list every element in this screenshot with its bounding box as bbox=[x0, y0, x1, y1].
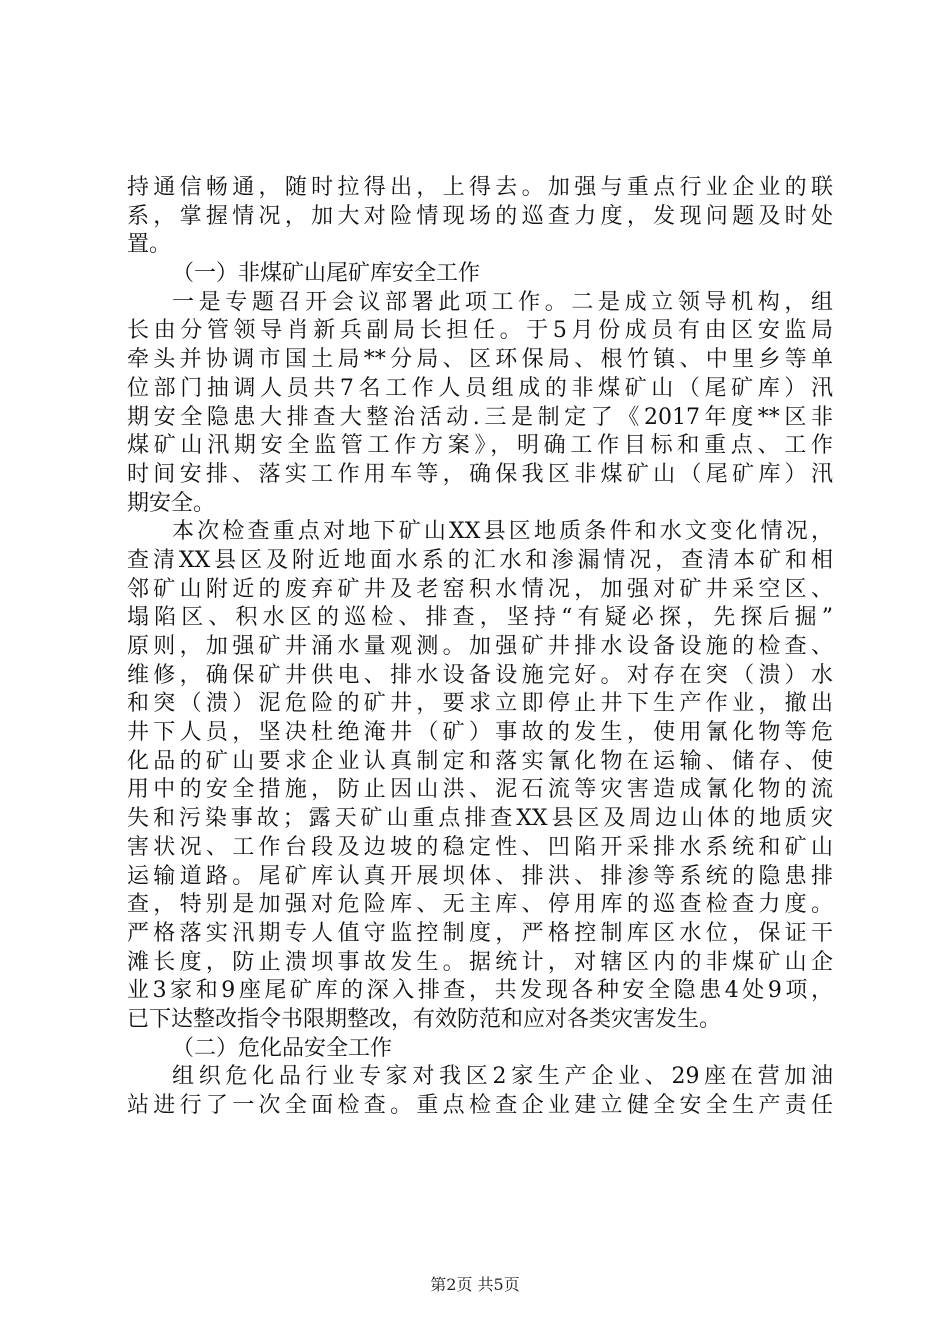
text-line: 用中的安全措施，防止因山洪、泥石流等灾害造成氰化物的流 bbox=[127, 777, 833, 803]
text-line: 滩长度，防止溃坝事故发生。据统计，对辖区内的非煤矿山企 bbox=[127, 949, 833, 975]
text-line: 长由分管领导肖新兵副局长担任。于5月份成员有由区安监局 bbox=[127, 318, 833, 344]
text-line: 一是专题召开会议部署此项工作。二是成立领导机构，组 bbox=[172, 289, 833, 315]
text-line: 位部门抽调人员共7名工作人员组成的非煤矿山（尾矿库）汛 bbox=[127, 375, 833, 401]
text-line: 煤矿山汛期安全监管工作方案》，明确工作目标和重点、工作 bbox=[127, 433, 833, 459]
text-line: 牵头并协调市国土局**分局、区环保局、根竹镇、中里乡等单 bbox=[127, 347, 833, 373]
text-line: 期安全隐患大排查大整治活动.三是制定了《2017年度**区非 bbox=[127, 404, 833, 430]
text-line: 期安全。 bbox=[127, 490, 216, 516]
text-line: 组织危化品行业专家对我区2家生产企业、29座在营加油 bbox=[172, 1064, 833, 1090]
page-footer: 第2页 共5页 bbox=[430, 1275, 520, 1294]
text-line: 本次检查重点对地下矿山XX县区地质条件和水文变化情况， bbox=[172, 519, 833, 545]
text-line: 维修，确保矿井供电、排水设备设施完好。对存在突（溃）水 bbox=[127, 662, 833, 688]
text-line: 运输道路。尾矿库认真开展坝体、排洪、排渗等系统的隐患排 bbox=[127, 863, 833, 889]
text-line: 邻矿山附近的废弃矿井及老窑积水情况，加强对矿井采空区、 bbox=[127, 576, 833, 602]
text-line: 失和污染事故；露天矿山重点排查XX县区及周边山体的地质灾 bbox=[127, 806, 833, 832]
text-line: 原则，加强矿井涌水量观测。加强矿井排水设备设施的检查、 bbox=[127, 634, 833, 659]
text-line: 站进行了一次全面检查。重点检查企业建立健全安全生产责任 bbox=[127, 1093, 833, 1118]
text-line: 化品的矿山要求企业认真制定和落实氰化物在运输、储存、使 bbox=[127, 748, 833, 774]
text-line: 严格落实汛期专人值守监控制度，严格控制库区水位，保证干 bbox=[127, 920, 833, 946]
text-line: 置。 bbox=[127, 232, 172, 258]
section-heading: （二）危化品安全工作 bbox=[172, 1035, 393, 1061]
text-line: 塌陷区、积水区的巡检、排查，坚持“有疑必探，先探后掘” bbox=[127, 605, 833, 631]
text-line: 查，特别是加强对危险库、无主库、停用库的巡查检查力度。 bbox=[127, 892, 833, 918]
text-line: 系，掌握情况，加大对险情现场的巡查力度，发现问题及时处 bbox=[127, 203, 833, 229]
document-body bbox=[127, 174, 833, 1121]
text-line: 害状况、工作台段及边坡的稳定性、凹陷开采排水系统和矿山 bbox=[127, 834, 833, 860]
text-line: 查清XX县区及附近地面水系的汇水和渗漏情况，查清本矿和相 bbox=[127, 547, 833, 573]
text-line: 时间安排、落实工作用车等，确保我区非煤矿山（尾矿库）汛 bbox=[127, 461, 833, 487]
section-heading: （一）非煤矿山尾矿库安全工作 bbox=[172, 261, 481, 287]
text-line: 已下达整改指令书限期整改，有效防范和应对各类灾害发生。 bbox=[127, 1006, 722, 1032]
text-line: 业3家和9座尾矿库的深入排查，共发现各种安全隐患4处9项， bbox=[127, 978, 833, 1004]
text-line: 持通信畅通，随时拉得出，上得去。加强与重点行业企业的联 bbox=[127, 175, 833, 200]
text-line: 和突（溃）泥危险的矿井，要求立即停止井下生产作业，撤出 bbox=[127, 691, 833, 717]
text-line: 井下人员，坚决杜绝淹井（矿）事故的发生，使用氰化物等危 bbox=[127, 720, 833, 746]
